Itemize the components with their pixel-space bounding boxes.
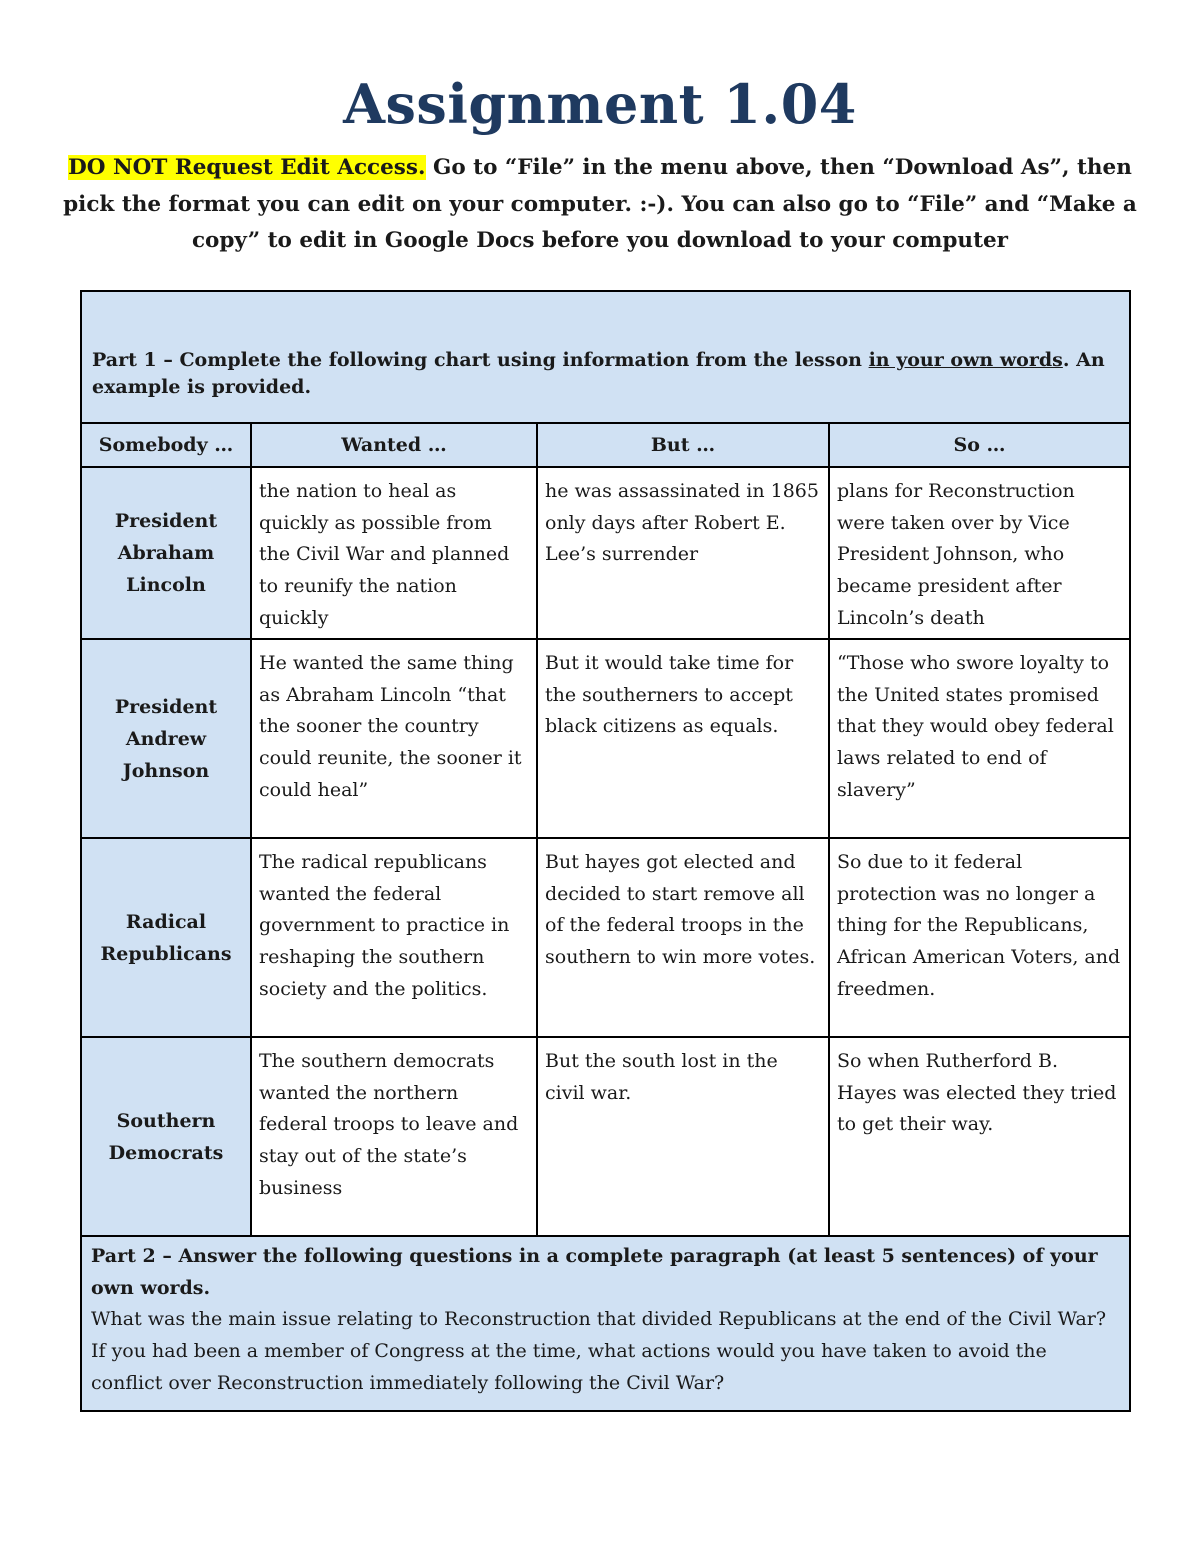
header-but: But … — [537, 423, 829, 467]
header-wanted: Wanted … — [251, 423, 537, 467]
instructions-highlight: DO NOT Request Edit Access. — [68, 155, 426, 180]
part2-heading: Part 2 – Answer the following questions in a complete paragraph (at least 5 sentences) of your own words. — [91, 1245, 1098, 1299]
part1-suffix: . An example is provided. — [92, 349, 1105, 398]
table-row — [81, 639, 1130, 838]
instructions-text: Go to “File” in the menu above, then “Download As”, then pick the format you can edit on your computer. :-). You can also go to “File” and “Make a copy” to edit in Google Docs before you download to your computer — [63, 155, 1137, 253]
part1-prefix: Part 1 – Complete the following chart using information from the lesson — [92, 349, 869, 371]
row-name: President Andrew Johnson — [81, 639, 251, 838]
table-row — [81, 1037, 1130, 1236]
cell-but[interactable]: he was assassinated in 1865 only days after Robert E. Lee’s surrender — [537, 467, 829, 639]
cell-wanted[interactable]: The radical republicans wanted the federal government to practice in reshaping the southern society and the politics. — [251, 838, 537, 1037]
column-header-row — [81, 423, 1130, 467]
cell-so[interactable]: So due to it federal protection was no longer a thing for the Republicans, African American Voters, and freedmen. — [829, 838, 1130, 1037]
part1-instructions — [82, 292, 1129, 401]
page-title: Assignment 1.04 — [343, 72, 857, 136]
part2-section — [81, 1236, 1130, 1411]
part1-header — [81, 291, 1130, 423]
header-somebody: Somebody … — [81, 423, 251, 467]
cell-so[interactable]: “Those who swore loyalty to the United states promised that they would obey federal laws related to end of slavery” — [829, 639, 1130, 838]
part2-question: What was the main issue relating to Reconstruction that divided Republicans at the end of the Civil War? If you had been a member of Congress at the time, what actions would you have taken to avoid the conflict over Reconstruction immediately following the Civil War? — [91, 1308, 1107, 1394]
cell-wanted[interactable]: The southern democrats wanted the northern federal troops to leave and stay out of the state’s business — [251, 1037, 537, 1236]
row-name: Radical Republicans — [81, 838, 251, 1037]
cell-wanted[interactable]: the nation to heal as quickly as possible from the Civil War and planned to reunify the nation quickly — [251, 467, 537, 639]
part2-row — [81, 1236, 1130, 1411]
cell-wanted[interactable]: He wanted the same thing as Abraham Lincoln “that the sooner the country could reunite, the sooner it could heal” — [251, 639, 537, 838]
part1-underlined: in your own words — [868, 349, 1063, 371]
table-row — [81, 467, 1130, 639]
instructions — [60, 150, 1140, 260]
table-row — [81, 838, 1130, 1037]
row-name: Southern Democrats — [81, 1037, 251, 1236]
cell-so[interactable]: So when Rutherford B. Hayes was elected they tried to get their way. — [829, 1037, 1130, 1236]
cell-but[interactable]: But the south lost in the civil war. — [537, 1037, 829, 1236]
row-name: President Abraham Lincoln — [81, 467, 251, 639]
cell-so[interactable]: plans for Reconstruction were taken over by Vice President Johnson, who became president after Lincoln’s death — [829, 467, 1130, 639]
cell-but[interactable]: But it would take time for the southerners to accept black citizens as equals. — [537, 639, 829, 838]
assignment-table — [80, 290, 1131, 1412]
header-so: So … — [829, 423, 1130, 467]
cell-but[interactable]: But hayes got elected and decided to start remove all of the federal troops in the southern to win more votes. — [537, 838, 829, 1037]
